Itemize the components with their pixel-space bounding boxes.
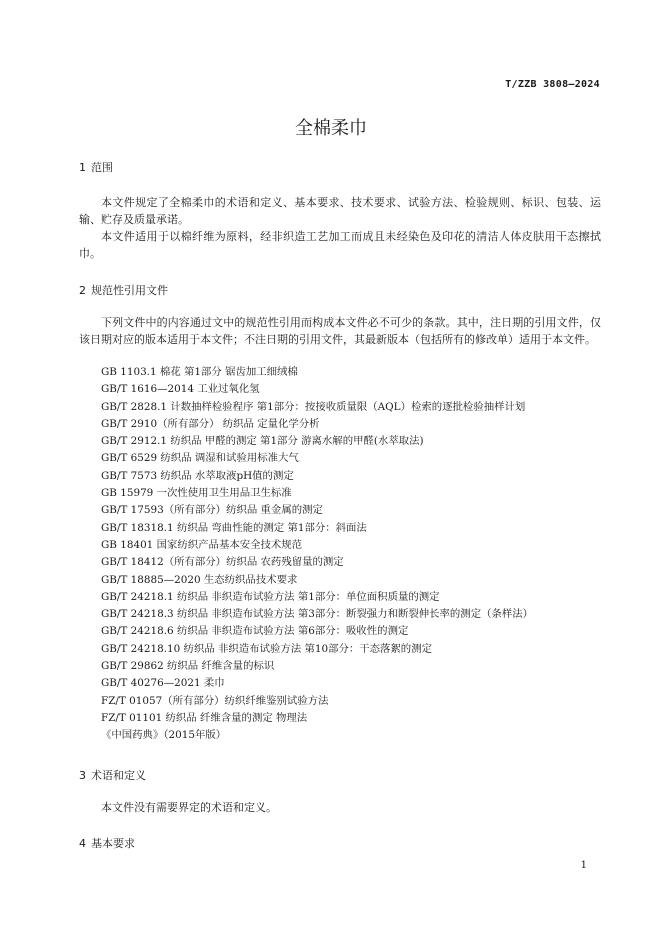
reference-item: GB/T 18885—2020 生态纺织品技术要求 bbox=[101, 573, 298, 586]
section-title: 术语和定义 bbox=[91, 769, 146, 782]
section-number: 1 bbox=[79, 161, 86, 174]
section-number: 3 bbox=[79, 769, 86, 782]
reference-item: GB/T 17593（所有部分）纺织品 重金属的测定 bbox=[101, 504, 323, 517]
reference-item: FZ/T 01057（所有部分）纺织纤维鉴别试验方法 bbox=[101, 694, 329, 707]
reference-item: GB/T 2912.1 纺织品 甲醛的测定 第1部分 游离水解的甲醛(水萃取法) bbox=[101, 435, 424, 448]
reference-item: GB/T 2910（所有部分） 纺织品 定量化学分析 bbox=[101, 417, 320, 430]
reference-item: 《中国药典》（2015年版） bbox=[101, 729, 227, 742]
section-heading-scope bbox=[79, 159, 113, 175]
reference-item: GB/T 6529 纺织品 调湿和试验用标准大气 bbox=[101, 452, 299, 465]
section-title: 基本要求 bbox=[91, 837, 135, 850]
page-number: 1 bbox=[580, 860, 587, 871]
section-heading-terms bbox=[79, 767, 146, 783]
section-number: 2 bbox=[79, 284, 86, 297]
reference-item: GB/T 18412（所有部分）纺织品 农药残留量的测定 bbox=[101, 556, 344, 569]
reference-item: GB/T 24218.1 纺织品 非织造布试验方法 第1部分：单位面积质量的测定 bbox=[101, 590, 440, 603]
reference-item: GB 18401 国家纺织产品基本安全技术规范 bbox=[101, 538, 303, 551]
references-intro-paragraph: 下列文件中的内容通过文中的规范性引用而构成本文件必不可少的条款。其中，注日期的引用文件，仅该日期对应的版本适用于本文件；不注日期的引用文件，其最新版本（包括所有的修改单）适用于本文件。 bbox=[79, 316, 601, 346]
terms-paragraph: 本文件没有需要界定的术语和定义。 bbox=[101, 801, 277, 814]
section-heading-normative-references bbox=[79, 282, 168, 298]
standard-number: T/ZZB 3808—2024 bbox=[505, 79, 600, 90]
scope-paragraph: 本文件规定了全棉柔巾的术语和定义、基本要求、技术要求、试验方法、检验规则、标识、包装、运输、贮存及质量承诺。 bbox=[79, 196, 601, 226]
reference-item: FZ/T 01101 纺织品 纤维含量的测定 物理法 bbox=[101, 711, 308, 724]
reference-item: GB/T 40276—2021 柔巾 bbox=[101, 677, 225, 690]
reference-item: GB 1103.1 棉花 第1部分 锯齿加工细绒棉 bbox=[101, 366, 298, 378]
reference-item: GB/T 24218.6 纺织品 非织造布试验方法 第6部分：吸收性的测定 bbox=[101, 625, 409, 638]
section-title: 规范性引用文件 bbox=[91, 284, 168, 297]
reference-item: GB/T 7573 纺织品 水萃取液pH值的测定 bbox=[101, 469, 294, 482]
page-title: 全棉柔巾 bbox=[295, 118, 367, 139]
section-title: 范围 bbox=[91, 161, 113, 174]
section-heading-basic-requirements bbox=[79, 835, 135, 851]
reference-item: GB/T 24218.3 纺织品 非织造布试验方法 第3部分：断裂强力和断裂伸长率的测定（条样法） bbox=[101, 608, 534, 621]
reference-item: GB/T 29862 纺织品 纤维含量的标识 bbox=[101, 660, 275, 673]
reference-item: GB/T 24218.10 纺织品 非织造布试验方法 第10部分：干态落絮的测定 bbox=[101, 642, 432, 655]
reference-item: GB/T 1616—2014 工业过氧化氢 bbox=[101, 383, 260, 396]
reference-item: GB/T 18318.1 纺织品 弯曲性能的测定 第1部分：斜面法 bbox=[101, 521, 367, 534]
reference-list bbox=[101, 364, 533, 745]
section-number: 4 bbox=[79, 837, 86, 850]
reference-item: GB/T 2828.1 计数抽样检验程序 第1部分：按接收质量限（AQL）检索的逐批检验抽样计划 bbox=[101, 400, 526, 413]
scope-paragraph: 本文件适用于以棉纤维为原料，经非织造工艺加工而成且未经染色及印花的清洁人体皮肤用干态擦拭巾。 bbox=[79, 230, 601, 260]
reference-item: GB 15979 一次性使用卫生用品卫生标准 bbox=[101, 487, 292, 500]
